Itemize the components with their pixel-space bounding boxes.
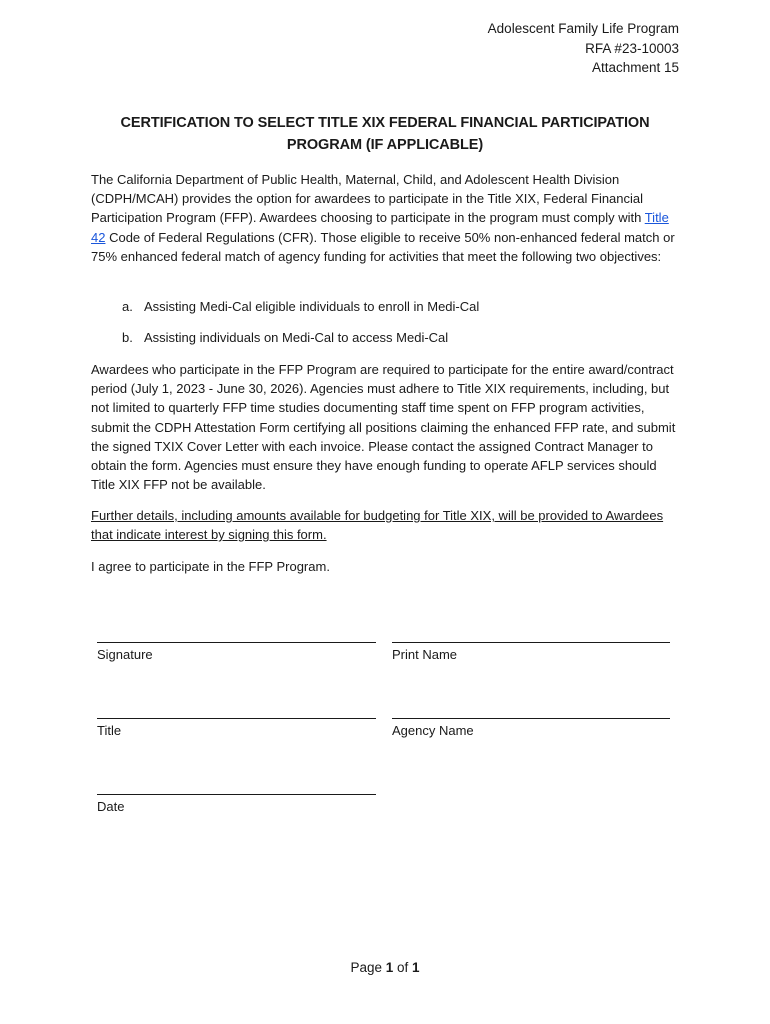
title-line-2: PROGRAM (IF APPLICABLE)	[286, 137, 484, 153]
intro-text-start: The California Department of Public Health, Maternal, Child, and Adolescent Health Division (CDPH/MCAH) provides the option for awardees to participate in the Title XIX, Federal Financial Participation Program (FFP). Awardees choosing to participate in the program must comply with	[91, 172, 645, 226]
date-label: Date	[97, 799, 125, 814]
objective-marker: b.	[122, 330, 133, 345]
further-details-paragraph: Further details, including amounts available for budgeting for Title XIX, will be provided to Awardees that indicate interest by signing this form.	[91, 508, 664, 543]
document-header	[488, 19, 679, 78]
page-word: Page	[350, 960, 382, 975]
program-name: Adolescent Family Life Program	[487, 21, 679, 36]
objective-text: Assisting Medi-Cal eligible individuals to enroll in Medi-Cal	[144, 299, 480, 314]
title-42-link[interactable]: Title 42	[91, 210, 669, 245]
agency-name-label: Agency Name	[392, 723, 474, 738]
intro-paragraph	[91, 170, 676, 266]
total-pages: 1	[412, 960, 420, 975]
objective-text: Assisting individuals on Medi-Cal to access Medi-Cal	[144, 330, 449, 345]
title-label: Title	[97, 723, 122, 738]
objective-item	[122, 297, 479, 316]
rfa-number: RFA #23-10003	[585, 40, 679, 56]
title-line[interactable]	[97, 718, 376, 719]
attachment-number: Attachment 15	[591, 60, 679, 75]
intro-text-end: Code of Federal Regulations (CFR). Those eligible to receive 50% non-enhanced federal match or 75% enhanced federal match of agency funding for activities that meet the following two objectives:	[91, 229, 675, 264]
print-name-line[interactable]	[392, 642, 670, 643]
page-footer	[0, 960, 770, 975]
print-name-label: Print Name	[392, 647, 458, 662]
agency-name-line[interactable]	[392, 718, 670, 719]
date-line[interactable]	[97, 794, 376, 795]
objective-item	[122, 328, 448, 347]
current-page: 1	[385, 960, 394, 975]
document-title	[90, 112, 680, 156]
agreement-statement: I agree to participate in the FFP Program.	[91, 559, 330, 574]
of-word: of	[397, 960, 409, 975]
signature-label: Signature	[97, 647, 153, 662]
title-line-1: CERTIFICATION TO SELECT TITLE XIX FEDERAL FINANCIAL PARTICIPATION	[120, 115, 650, 131]
objective-marker: a.	[122, 299, 133, 314]
signature-line[interactable]	[97, 642, 376, 643]
requirements-paragraph: Awardees who participate in the FFP Program are required to participate for the entire award/contract period (July 1, 2023 - June 30, 2026). Agencies must adhere to Title XIX requirements, including, but not limited to quarterly FFP time studies documenting staff time spent on FFP program activities, submit the CDPH Attestation Form certifying all positions claiming the enhanced FFP rate, and submit the signed TXIX Cover Letter with each invoice. Please contact the assigned Contract Manager to obtain the form. Agencies must ensure they have enough funding to operate AFLP services should Title XIX FFP not be available.	[91, 362, 676, 493]
